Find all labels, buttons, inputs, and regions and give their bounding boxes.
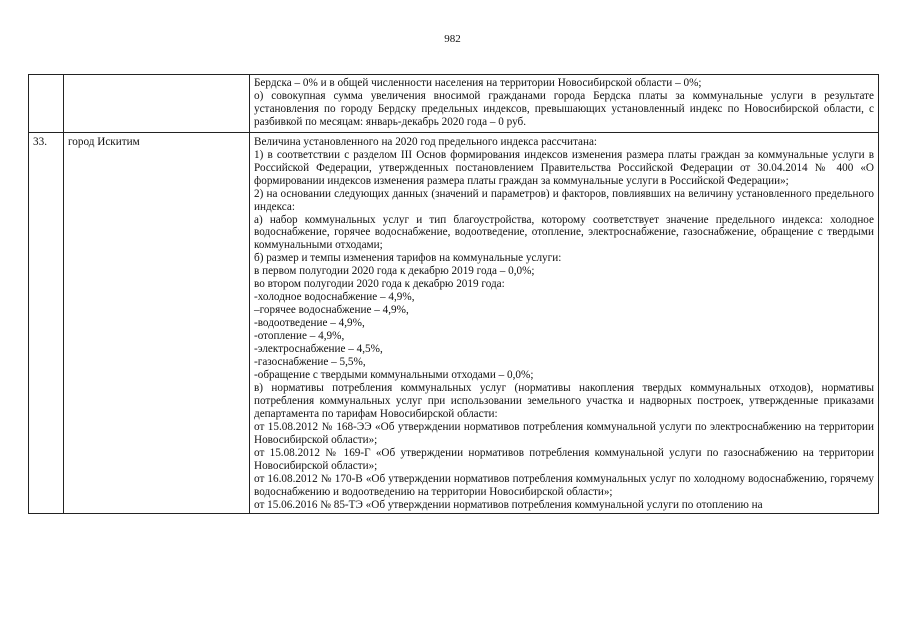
paragraph: во втором полугодии 2020 года к декабрю 2019 года: [254,278,505,291]
table-row [29,132,879,514]
list-item: -электроснабжение – 4,5%, [254,343,383,356]
table-row [29,75,879,133]
row-index-cell: 33. [29,132,64,514]
description-cell [250,132,879,514]
paragraph: от 15.08.2012 № 169-Г «Об утверждении нормативов потребления коммунальной услуги по газоснабжению на территории Новосибирской области»; [254,446,874,472]
tariff-index-table [28,74,879,514]
list-item: -газоснабжение – 5,5%, [254,356,366,369]
list-item: -отопление – 4,9%, [254,330,345,343]
page-number: 982 [444,33,461,45]
paragraph: от 15.06.2016 № 85-ТЭ «Об утверждении нормативов потребления коммунальной услуги по отоплению на [254,498,763,511]
paragraph: в первом полугодии 2020 года к декабрю 2019 года – 0,0%; [254,265,535,278]
paragraph: 2) на основании следующих данных (значений и параметров) и факторов, повлиявших на величину установленного предельного индекса: [254,187,874,213]
municipality-cell: город Искитим [64,132,250,514]
paragraph: в) нормативы потребления коммунальных услуг (нормативы накопления твердых коммунальных отходов), нормативы потребления коммунальных услуг при использовании земельного участка и надворных построек, утвержденные приказами департамента по тарифам Новосибирской области: [254,381,874,420]
list-item: –горячее водоснабжение – 4,9%, [254,304,409,317]
paragraph: б) размер и темпы изменения тарифов на коммунальные услуги: [254,252,562,265]
row-index-cell [29,75,64,133]
paragraph: Бердска – 0% и в общей численности населения на территории Новосибирской области – 0%; [254,77,702,89]
municipality-cell [64,75,250,133]
paragraph: а) набор коммунальных услуг и тип благоустройства, которому соответствует значение предельного индекса: холодное водоснабжение, горячее водоснабжение, водоотведение, отопление, электроснабжение, газоснабжение, обращение с твердыми коммунальными отходами; [254,213,874,252]
list-item: -обращение с твердыми коммунальными отходами – 0,0%; [254,368,534,381]
list-item: -водоотведение – 4,9%, [254,317,365,330]
paragraph: от 16.08.2012 № 170-В «Об утверждении нормативов потребления коммунальных услуг по холодному водоснабжению, горячему водоснабжению и водоотведению на территории Новосибирской области»; [254,472,874,498]
paragraph: от 15.08.2012 № 168-ЭЭ «Об утверждении нормативов потребления коммунальной услуги по электроснабжению на территории Новосибирской области»; [254,420,874,446]
paragraph: Величина установленного на 2020 год предельного индекса рассчитана: [254,135,598,148]
paragraph: о) совокупная сумма увеличения вносимой гражданами города Бердска платы за коммунальные услуги в результате установления по городу Бердску предельных индексов, превышающих установленный индекс по Новосибирской области, с разбивкой по месяцам: январь-декабрь 2020 года – 0 руб. [254,89,874,128]
list-item: -холодное водоснабжение – 4,9%, [254,291,415,304]
paragraph: 1) в соответствии с разделом III Основ формирования индексов изменения размера платы граждан за коммунальные услуги в Российской Федерации, утвержденных постановлением Правительства Российской Федерации от 30.04.2014 № 400 «О формировании индексов изменения размера платы граждан за коммунальные услуги в Российской Федерации»; [254,148,874,187]
description-cell [250,75,879,133]
